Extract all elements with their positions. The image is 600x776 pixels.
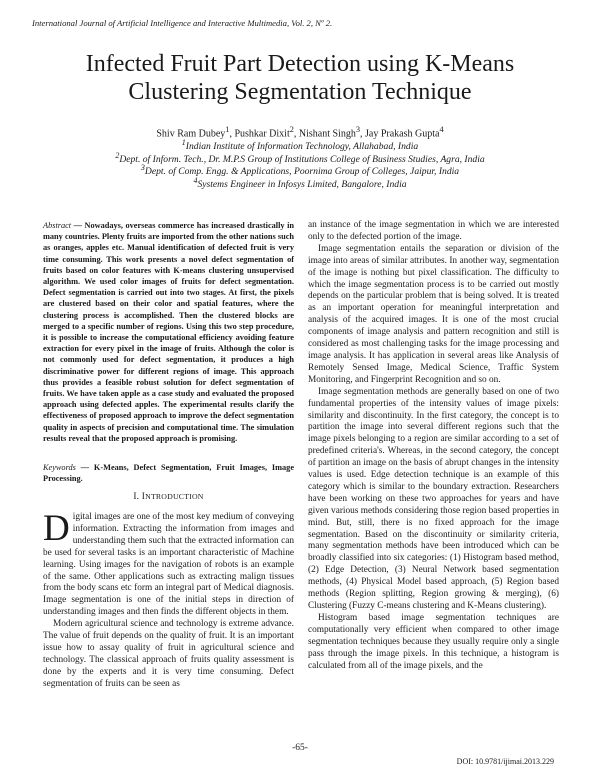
page-number: -65- xyxy=(292,743,308,753)
abstract-label: Abstract xyxy=(43,221,72,230)
introduction-text xyxy=(43,508,294,691)
author-sup: 4 xyxy=(439,125,444,134)
author-sup: 2 xyxy=(289,125,294,134)
author-name: Nishant Singh xyxy=(298,128,356,140)
keywords-label: Keywords xyxy=(43,463,76,472)
journal-header: International Journal of Artificial Intelligence and Interactive Multimedia, Vol. 2, Nº 2. xyxy=(32,18,333,28)
author-sup: 1 xyxy=(225,125,230,134)
abstract-text: — Nowadays, overseas commerce has increased drastically in many countries. Plenty fruits are imported from the other nations such as oranges, apples etc. Manual identification of defected fruit is very time consuming. This work presents a novel defect segmentation of fruits based on color features with K-means clustering unsupervised algorithm. We used color images of fruits for defect segmentation. Defect segmentation is carried out into two stages. At first, the pixels are clustered based on their color and spatial features, where the clustering process is accomplished. Then the clustered blocks are merged to a specific number of regions. Using this two step procedure, it is possible to increase the computational efficiency avoiding feature extraction for every pixel in the image of fruits. Although the color is not commonly used for defect segmentation, it produces a high discriminative power for different regions of image. This approach thus provides a feasible robust solution for defect segmentation of fruits. We have taken apple as a case study and evaluated the proposed approach using defected apples. The experimental results clarify the effectiveness of proposed approach to improve the defect segmentation quality in aspects of precision and computational time. The simulation results reveal that the proposed approach is promising. xyxy=(43,221,294,443)
paper-title xyxy=(40,50,560,106)
author-name: Shiv Ram Dubey xyxy=(156,128,226,140)
paragraph: Digital images are one of the most key medium of conveying information. Extracting the information from images and understanding them such that the extracted information can be used for several tasks is an important characteristic of Machine learning. Using images for the navigation of robots is an example of the same. Other applications such as extracting malign tissues from the body scans etc form an integral part of Medical diagnosis. Image segmentation is one of the initial steps in direction of understanding images and then finds the different objects in them. xyxy=(43,508,294,618)
keywords-text: — K-Means, Defect Segmentation, Fruit Images, Image Processing. xyxy=(43,463,294,484)
affiliation: $^1$Indian Institute of Information Technology, Allahabad, India xyxy=(181,138,419,153)
paragraph: Image segmentation entails the separation or division of the image into areas of similar attributes. In another way, segmentation of the image is nothing but pixel classification. The difficulty to which the image segmentation process is to be carried out mostly depends on the particular problem that is being solved. It is treated as an important operation for meaningful interpretation and analysis of the acquired images. It is one of the most crucial components of image analysis and pattern recognition and still is considered as most challenging tasks for the image processing and image analysis. It has application in several areas like Analysis of Remotely Sensed Image, Medical Science, Traffic System Monitoring, and Fingerprint Recognition and so on. xyxy=(308,243,559,385)
paragraph: Histogram based image segmentation techniques are computationally very efficient when compared to other image segmentation techniques because they usually require only a single pass through the image pixels. In this technique, a histogram is calculated from all of the image pixels, and the xyxy=(308,612,559,671)
dropcap: D xyxy=(43,508,70,549)
author-name: Pushkar Dixit xyxy=(234,128,290,140)
affiliation: $^4$Systems Engineer in Infosys Limited, Bangalore, India xyxy=(193,176,407,191)
doi: DOI: 10.9781/ijimai.2013.229 xyxy=(456,757,554,766)
section-heading-introduction: I. INTRODUCTION xyxy=(133,492,204,502)
author-list: Shiv Ram Dubey$^1$, Pushkar Dixit$^2$, Nishant Singh$^3$, Jay Prakash Gupta$^4$ xyxy=(156,125,444,140)
abstract xyxy=(43,220,294,444)
author-sup: 3 xyxy=(355,125,361,134)
paragraph: an instance of the image segmentation in which we are interested only to the defected portion of the image. xyxy=(308,220,559,242)
affiliation: $^2$Dept. of Inform. Tech., Dr. M.P.S Group of Institutions College of Business Studies, Agra, India xyxy=(115,151,485,166)
paragraph: Modern agricultural science and technology is extreme advance. The value of fruit depends on the quality of fruit. It is an important issue how to assay quality of fruit in agricultural science and technology. The classical approach of fruits quality assessment is done by the experts and it is very time consuming. Defect segmentation of fruits can be seen as xyxy=(43,619,294,689)
title-line-1: Infected Fruit Part Detection using K-Means xyxy=(85,51,515,77)
right-column-text xyxy=(308,220,559,672)
paragraph: Image segmentation methods are generally based on one of two fundamental properties of the intensity values of image pixels: similarity and discontinuity. In the first category, the concept is to partition the image into several different regions such that the image pixels belonging to a region are similar according to a set of predefined criteria's. Whereas, in the second category, the concept of partition an image on the basis of abrupt changes in the intensity values is used. Edge detection technique is an example of this category which is similar to the boundary extraction. Researchers have been working on these two approaches for years and have given various methods considering those region based properties in mind. But, still, there is no fixed approach for the image segmentation. Based on the discontinuity or similarity criteria, many segmentation methods have been introduced which can be broadly classified into six categories: (1) Histogram based method, (2) Edge Detection, (3) Neural Network based segmentation methods, (4) Physical Model based approach, (5) Region based methods (Region splitting, Region growing & merging), (6) Clustering (Fuzzy C-means clustering and K-Means clustering). xyxy=(308,386,559,611)
author-name: Jay Prakash Gupta xyxy=(365,128,440,140)
keywords xyxy=(43,462,294,484)
affiliation: $^3$Dept. of Comp. Engg. & Applications, Poornima Group of Colleges, Jaipur, India xyxy=(140,163,460,178)
title-line-2: Clustering Segmentation Technique xyxy=(128,79,472,105)
